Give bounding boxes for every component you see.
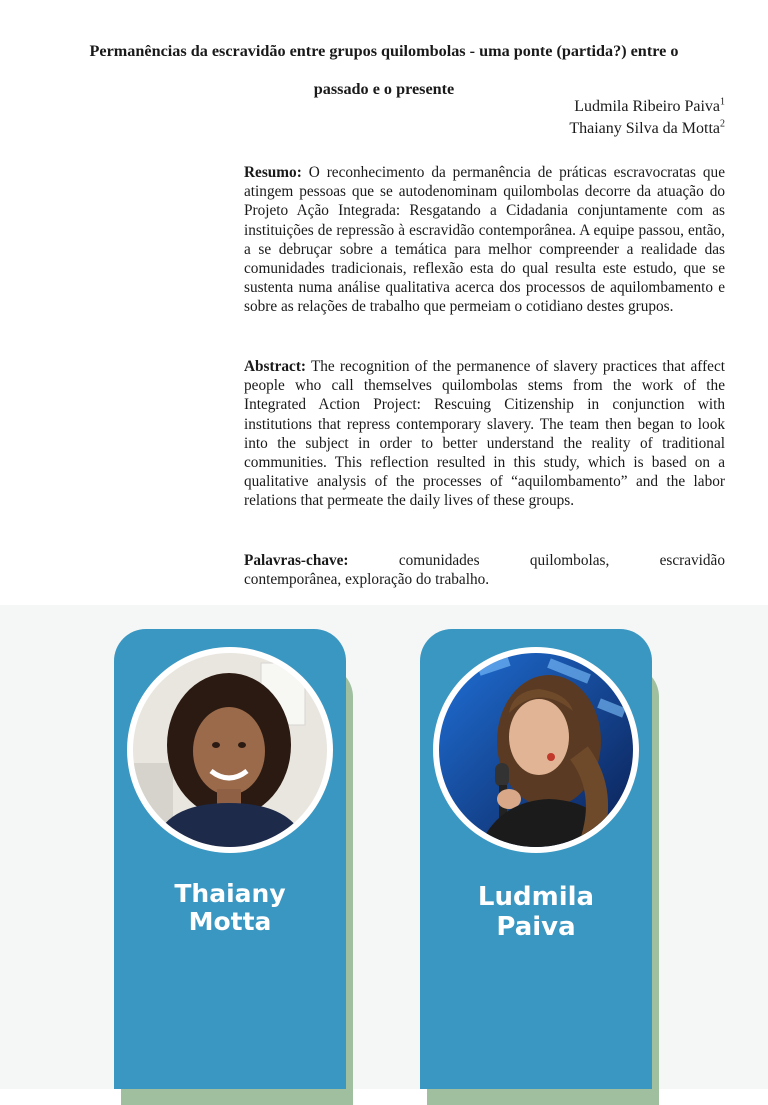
author-2 xyxy=(569,118,725,140)
author-name: Ludmila Ribeiro Paiva xyxy=(574,98,720,115)
keyword: escravidão xyxy=(659,552,725,569)
author-photo-frame xyxy=(433,647,639,853)
abstract-text: The recognition of the permanence of slavery practices that affect people who call themselves quilombolas stems from the work of the Integrated Action Project: Rescuing Citizenship in conjunction with institutions that repress contemporary slavery. The team then began to look into the subject in order to better understand the reality of traditional communities. This reflection resulted in this study, which is based on a qualitative analysis of the processes of “aquilombamento” and the labor relations that permeate the daily lives of these groups. xyxy=(244,358,725,510)
keyword: comunidades xyxy=(398,552,480,569)
title-line-2: passado e o presente xyxy=(313,80,455,98)
author-footnote: 2 xyxy=(720,118,725,130)
person-photo-illustration xyxy=(439,653,633,847)
keywords-line-1 xyxy=(244,551,725,570)
author-name: Thaiany Silva da Motta xyxy=(569,120,720,137)
resumo-paragraph xyxy=(244,163,725,317)
author-card-name xyxy=(420,882,652,942)
card-first-name: Ludmila xyxy=(477,882,595,912)
author-list xyxy=(569,96,725,140)
person-photo-icon xyxy=(133,653,327,847)
author-photo-frame xyxy=(127,647,333,853)
abstract-label: Abstract: xyxy=(244,358,307,375)
person-photo-illustration xyxy=(133,653,327,847)
keywords-line-2: contemporânea, exploração do trabalho. xyxy=(244,571,490,589)
author-card-name xyxy=(114,880,346,936)
author-card-ludmila xyxy=(420,629,652,1089)
card-first-name: Thaiany xyxy=(174,879,286,908)
author-footnote: 1 xyxy=(720,96,725,108)
author-card-thaiany xyxy=(114,629,346,1089)
person-photo-microphone-icon xyxy=(439,653,633,847)
author-cards-section xyxy=(0,605,768,1089)
keyword: quilombolas, xyxy=(529,552,610,569)
keywords-label: Palavras-chave: xyxy=(244,552,349,569)
card-last-name: Paiva xyxy=(496,912,576,942)
abstract-paragraph xyxy=(244,357,725,511)
title-line-1: Permanências da escravidão entre grupos quilombolas - uma ponte (partida?) entre o xyxy=(89,42,679,60)
author-1 xyxy=(569,96,725,118)
card-last-name: Motta xyxy=(188,907,272,936)
resumo-text: O reconhecimento da permanência de práticas escravocratas que atingem pessoas que se autodenominam quilombolas decorre da atuação do Projeto Ação Integrada: Resgatando a Cidadania conjuntamente com as instituições de repressão à escravidão contemporânea. A equipe passou, então, a se debruçar sobre a temática para melhor compreender a realidade das comunidades tradicionais, reflexão esta do qual resulta este estudo, que se sustenta numa análise qualitativa acerca dos processos de aquilombamento e sobre as relações de trabalho que permeiam o cotidiano destes grupos. xyxy=(244,164,725,316)
keywords-paragraph xyxy=(244,551,725,589)
resumo-label: Resumo: xyxy=(244,164,302,181)
